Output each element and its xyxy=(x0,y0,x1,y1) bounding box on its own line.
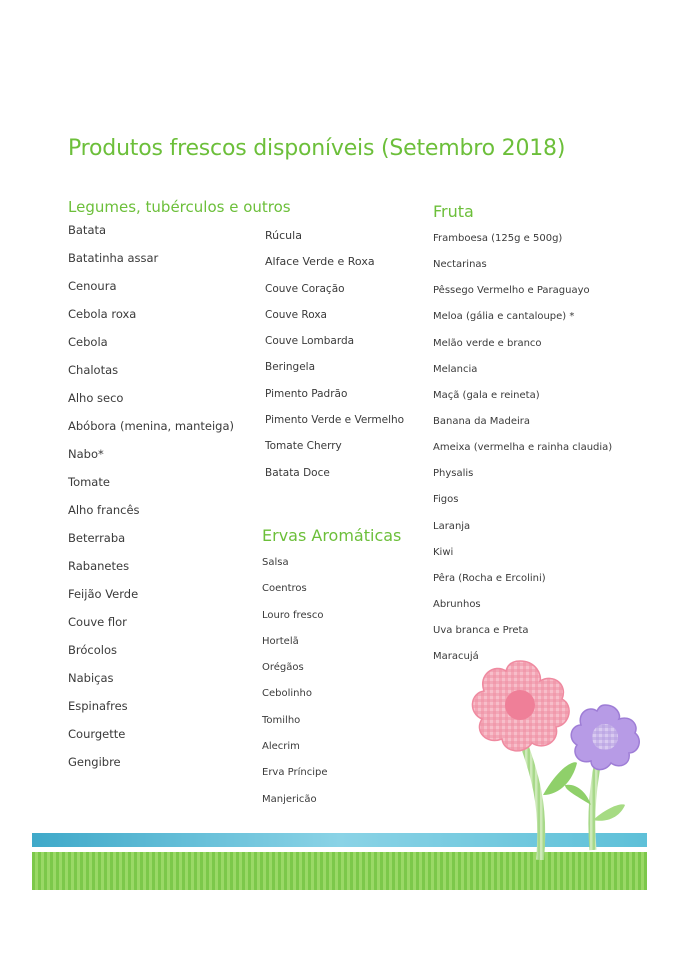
list-item: Couve Coração xyxy=(265,282,345,295)
list-item: Figos xyxy=(433,494,459,506)
list-item: Beringela xyxy=(265,361,316,374)
list-item: Rabanetes xyxy=(68,559,130,573)
list-item: Meloa (gália e cantaloupe) * xyxy=(433,311,575,323)
list-item: Cebola roxa xyxy=(68,307,137,321)
list-item: Melão verde e branco xyxy=(433,337,542,349)
list-item: Tomate xyxy=(68,475,110,489)
list-item: Erva Príncipe xyxy=(262,767,328,779)
list-item: Batata xyxy=(68,223,107,237)
list-item: Alface Verde e Roxa xyxy=(265,255,375,269)
list-item: Maçã (gala e reineta) xyxy=(433,389,540,401)
list-item: Courgette xyxy=(68,727,126,741)
list-item: Abrunhos xyxy=(433,598,481,610)
list-item: Couve Roxa xyxy=(265,308,327,321)
list-item: Alho francês xyxy=(68,503,140,517)
list-item: Manjericão xyxy=(262,793,317,805)
list-item: Uva branca e Preta xyxy=(433,625,529,637)
list-item: Banana da Madeira xyxy=(433,415,531,427)
list-item: Pêssego Vermelho e Paraguayo xyxy=(433,285,590,297)
list-item: Coentros xyxy=(262,583,307,595)
list-item: Abóbora (menina, manteiga) xyxy=(68,419,235,433)
herbs-heading: Ervas Aromáticas xyxy=(262,526,402,545)
page-title: Produtos frescos disponíveis (Setembro 2018) xyxy=(68,136,566,161)
list-item: Rúcula xyxy=(265,229,302,242)
list-item: Alecrim xyxy=(262,741,300,753)
fruit-list xyxy=(433,231,612,675)
list-item: Salsa xyxy=(262,557,289,568)
list-item: Pimento Padrão xyxy=(265,387,348,400)
list-item: Chalotas xyxy=(68,363,119,377)
list-item: Cebola xyxy=(68,335,108,349)
fruit-heading: Fruta xyxy=(433,202,474,221)
herbs-list xyxy=(262,555,328,818)
list-item: Couve flor xyxy=(68,615,127,629)
flowers-decoration-icon xyxy=(465,655,650,860)
list-item: Nectarinas xyxy=(433,259,487,271)
list-item: Tomilho xyxy=(262,714,301,726)
list-item: Cenoura xyxy=(68,279,117,293)
list-item: Ameixa (vermelha e rainha claudia) xyxy=(433,442,613,454)
list-item: Brócolos xyxy=(68,643,117,657)
list-item: Framboesa (125g e 500g) xyxy=(433,233,563,244)
list-item: Tomate Cherry xyxy=(265,440,342,453)
list-item: Orégãos xyxy=(262,662,304,674)
list-item: Batatinha assar xyxy=(68,251,159,265)
list-item: Nabo* xyxy=(68,447,104,461)
list-item: Gengibre xyxy=(68,755,121,769)
list-item: Louro fresco xyxy=(262,609,324,621)
vegetables-list-col2 xyxy=(265,228,404,491)
list-item: Physalis xyxy=(433,468,474,480)
list-item: Maracujá xyxy=(433,651,479,663)
list-item: Pêra (Rocha e Ercolini) xyxy=(433,572,546,584)
list-item: Hortelã xyxy=(262,635,299,647)
vegetables-heading: Legumes, tubérculos e outros xyxy=(68,198,291,216)
list-item: Pimento Verde e Vermelho xyxy=(265,414,405,427)
list-item: Nabiças xyxy=(68,671,114,685)
list-item: Feijão Verde xyxy=(68,587,139,601)
list-item: Cebolinho xyxy=(262,688,312,700)
list-item: Kiwi xyxy=(433,546,454,558)
list-item: Laranja xyxy=(433,520,471,532)
list-item: Alho seco xyxy=(68,391,124,405)
list-item: Beterraba xyxy=(68,531,126,545)
list-item: Espinafres xyxy=(68,699,128,713)
list-item: Melancia xyxy=(433,363,478,375)
list-item: Couve Lombarda xyxy=(265,335,355,348)
vegetables-list-col1 xyxy=(68,222,234,782)
list-item: Batata Doce xyxy=(265,466,330,479)
